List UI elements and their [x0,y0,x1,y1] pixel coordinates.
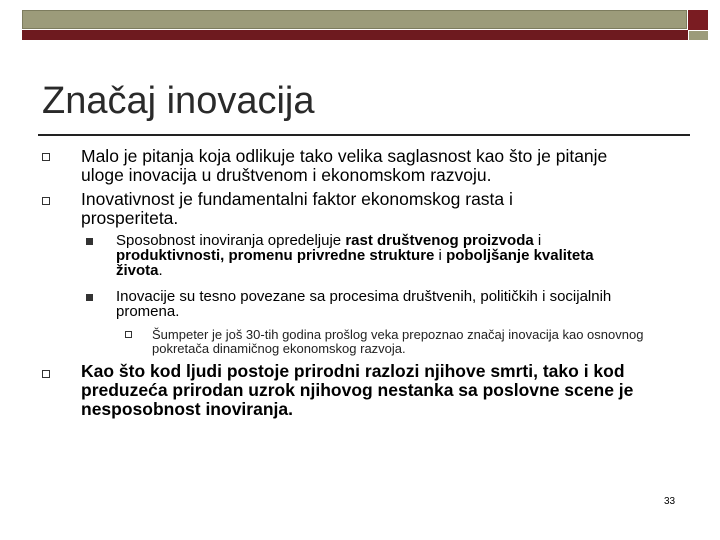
bullet-3-text: Kao što kod ljudi postoje prirodni razlozi njihove smrti, tako i kod preduzeća prirodan uzrok njihovog nestanka sa poslovne scene je nesposobnost inoviranja. [81,361,634,419]
sub-bullet-1-text: Sposobnost inoviranja opredeljuje rast društvenog proizvoda i produktivnosti, promenu privredne strukture i poboljšanje kvaliteta života. [116,232,594,279]
title-divider [38,134,690,136]
sub-bullet-2-text: Inovacije su tesno povezane sa procesima društvenih, političkih i socijalnih promena. [116,288,612,320]
page-number: 33 [664,496,676,507]
header-band-olive [22,10,687,29]
header-square-olive [688,30,708,40]
hollow-square-bullet-icon [125,331,132,338]
sub-sub-bullet-text: Šumpeter je još 30-tih godina prošlog veka prepoznao značaj inovacija kao osnovnog pokretača dinamičnog ekonomskog razvoja. [152,327,644,356]
filled-square-bullet-icon [86,238,93,245]
hollow-square-bullet-icon [42,370,50,378]
bullet-2-text: Inovativnost je fundamentalni faktor ekonomskog rasta i prosperiteta. [81,189,513,228]
bullet-1-text: Malo je pitanja koja odlikuje tako velika saglasnost kao što je pitanje uloge inovacija u društvenom i ekonomskom razvoju. [81,146,608,185]
header-square-red [688,10,708,30]
hollow-square-bullet-icon [42,197,50,205]
filled-square-bullet-icon [86,294,93,301]
header-band-red [22,30,708,40]
hollow-square-bullet-icon [42,153,50,161]
slide-title: Značaj inovacija [42,80,315,122]
